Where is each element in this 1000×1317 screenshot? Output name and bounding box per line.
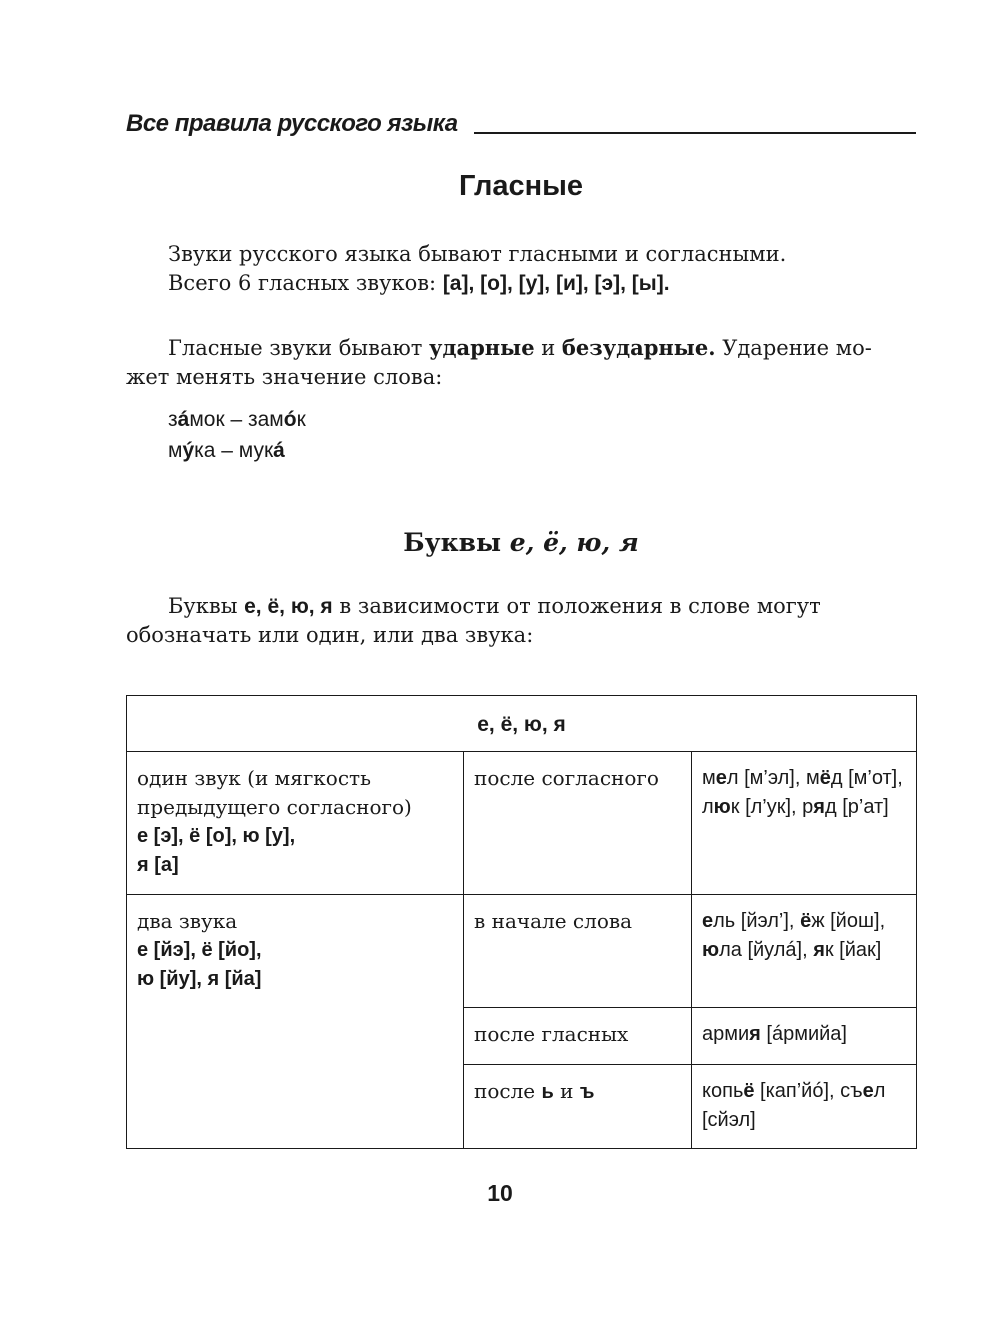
- paragraph-vowel-count: [126, 240, 916, 298]
- bold-letter: е: [702, 910, 714, 932]
- text-fragment: к: [296, 408, 306, 431]
- term-unstressed: безударные.: [561, 335, 716, 360]
- text-fragment: ка – мук: [194, 439, 274, 462]
- text-fragment: д [р’ат]: [824, 796, 889, 818]
- text-fragment: м: [168, 439, 183, 462]
- text-fragment: Всего 6 гласных звуков:: [168, 271, 443, 295]
- bold-letter: я: [813, 939, 825, 961]
- running-head: [126, 108, 916, 138]
- paragraph-line: обозначать или один, или два звука:: [126, 623, 534, 647]
- text-fragment: после гласных: [474, 1022, 629, 1046]
- bold-letter: ь: [541, 1081, 554, 1103]
- bold-letter: ъ: [579, 1081, 595, 1103]
- table-cell: [692, 752, 917, 895]
- stressed-vowel: á: [177, 408, 190, 431]
- stressed-vowel: á: [273, 439, 285, 462]
- page-number: 10: [487, 1180, 513, 1206]
- stressed-vowel: ý: [182, 439, 195, 462]
- text-fragment: ж [йош],: [811, 910, 886, 932]
- paragraph-line: [126, 592, 916, 621]
- bold-letter: я: [813, 796, 825, 818]
- table-cell: [692, 1065, 917, 1149]
- text-fragment: [áрмийа]: [760, 1023, 847, 1045]
- table-row: [127, 752, 917, 895]
- table-cell: [127, 895, 464, 1149]
- cell-text: два звука: [137, 909, 238, 933]
- table-row: [127, 895, 917, 1008]
- bold-letter: ю: [713, 796, 731, 818]
- running-head-rule: [474, 132, 916, 134]
- table-cell: [692, 895, 917, 1008]
- bold-letter: е: [862, 1080, 874, 1102]
- text-fragment: к [йак]: [824, 939, 882, 961]
- example-muka: [168, 436, 285, 465]
- text-fragment: Ударение мо-: [715, 336, 872, 360]
- letters-list: е, ё, ю, я: [244, 595, 333, 618]
- text-fragment: м: [702, 767, 716, 789]
- example-zamok: [168, 405, 306, 434]
- text-fragment: и: [553, 1079, 580, 1103]
- text-fragment: л [сйэл]: [702, 1080, 886, 1131]
- vowel-sounds-list: [а], [о], [у], [и], [э], [ы].: [442, 272, 670, 295]
- text-fragment: д [м’от], л: [702, 767, 903, 818]
- subsection-title: [126, 528, 916, 557]
- text-fragment: [кап’йó], съ: [754, 1080, 863, 1102]
- paragraph-line: [126, 269, 916, 298]
- table-cell: [464, 1065, 692, 1149]
- text-fragment: после: [474, 1079, 542, 1103]
- bold-letter: е: [715, 767, 727, 789]
- text-fragment: Буквы: [168, 594, 245, 618]
- cell-bold-text: я [а]: [137, 854, 179, 876]
- text-fragment: л [м’эл], м: [726, 767, 820, 789]
- stressed-vowel: ó: [283, 408, 297, 431]
- text-fragment: ь: [732, 1080, 744, 1102]
- bold-letter: ё: [743, 1080, 755, 1102]
- section-title: Гласные: [458, 170, 584, 202]
- text-fragment: в зависимости от положения в слове могут: [332, 594, 821, 618]
- table-header-row: [127, 696, 917, 752]
- text-fragment: арми: [702, 1023, 750, 1045]
- paragraph-line: Звуки русского языка бывают гласными и согласными.: [168, 242, 787, 266]
- subsection-title-letters: е, ё, ю, я: [509, 528, 639, 557]
- text-fragment: коп: [702, 1080, 733, 1102]
- cell-bold-text: е [йэ], ё [йо],: [137, 939, 262, 961]
- text-fragment: к [л’ук], р: [730, 796, 814, 818]
- bold-letter: я: [749, 1023, 761, 1045]
- text-fragment: и: [534, 336, 562, 360]
- letters-table: [126, 695, 917, 1149]
- table-cell: после согласного: [464, 752, 692, 895]
- text-fragment: ль [йэл’],: [713, 910, 801, 932]
- text-fragment: в начале слова: [474, 909, 633, 933]
- cell-bold-text: е [э], ё [о], ю [у],: [137, 825, 296, 847]
- table-header: е, ё, ю, я: [127, 696, 917, 752]
- bold-letter: ё: [800, 910, 812, 932]
- bold-letter: ю: [702, 939, 720, 961]
- cell-bold-text: ю [йу], я [йа]: [137, 968, 262, 990]
- table-cell: [464, 895, 692, 1008]
- table-cell: [464, 1008, 692, 1065]
- running-head-title: Все правила русского языка: [126, 110, 458, 137]
- table-cell: [127, 752, 464, 895]
- cell-text: один звук (и мягкость предыдущего согласного): [137, 766, 412, 819]
- paragraph-letters: [126, 592, 916, 650]
- text-fragment: мок – зам: [189, 408, 284, 431]
- term-stressed: ударные: [429, 335, 535, 360]
- paragraph-line: жет менять значение слова:: [126, 365, 443, 389]
- bold-letter: ё: [819, 767, 831, 789]
- text-fragment: ла [йулá],: [719, 939, 814, 961]
- table-cell: [692, 1008, 917, 1065]
- paragraph-line: [126, 333, 916, 363]
- paragraph-stress: [126, 333, 916, 392]
- text-fragment: з: [168, 408, 178, 431]
- text-fragment: Гласные звуки бывают: [168, 336, 430, 360]
- subsection-title-word: Буквы: [403, 528, 510, 557]
